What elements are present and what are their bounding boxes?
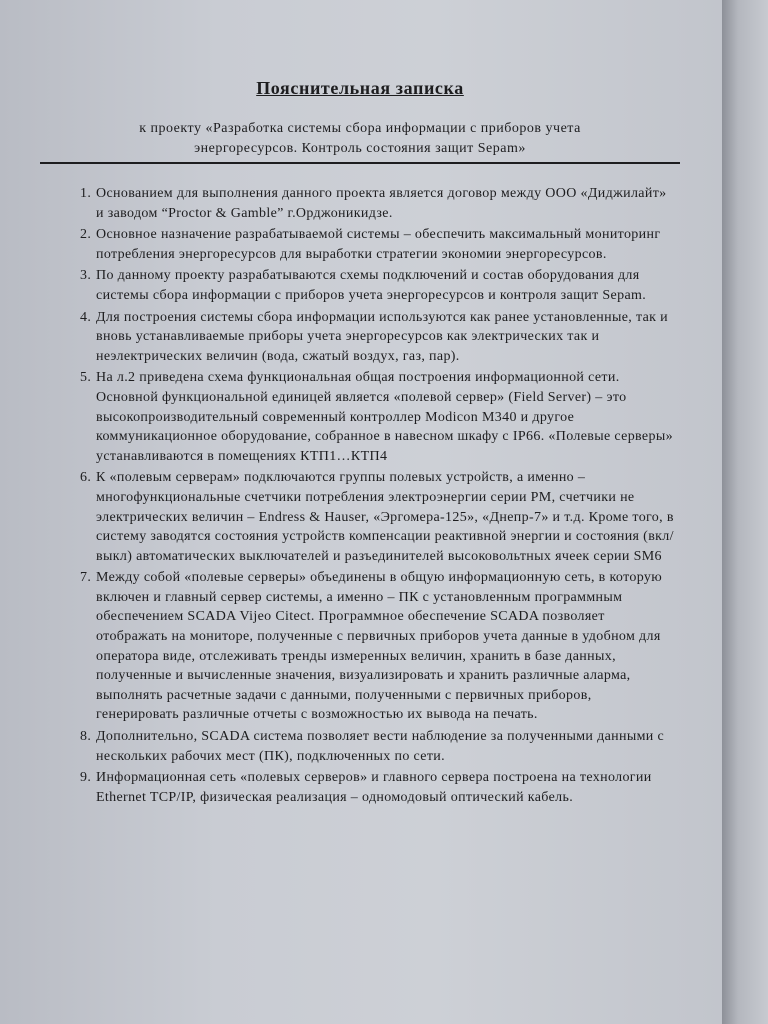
list-item-number: 3. <box>80 268 92 284</box>
list-item-text: Между собой «полевые серверы» объединены в общую информационную сеть, в которую включен и главный сервер системы, а именно – ПК с установленным программным обеспечением SCADA Vijeo Citect. Программное обеспечение SCADA позволяет отображать на мониторе, полученные с первичных приборов учета данные в удобном для оператора виде, отслеживать тренды измеренных величин, хранить в базе данных, полученные и вычисленные значения, визуализировать и хранить различные аларма, выполнять расчетные задачи с данными, полученными с первичных приборов, генерировать различные отчеты с возможностью их вывода на печать. <box>96 570 663 723</box>
list-item-number: 8. <box>80 729 92 745</box>
list-item-text: Основанием для выполнения данного проекта является договор между ООО «Диджилайт» и заводом “Proctor & Gamble” г.Орджоникидзе. <box>96 186 667 221</box>
list-item-number: 2. <box>80 227 92 243</box>
list-item-text: Для построения системы сбора информации используются как ранее установленные, так и вновь устанавливаемые приборы учета энергоресурсов как электрических так и неэлектрических величин (вода, сжатый воздух, газ, пар). <box>96 309 669 364</box>
list-item <box>40 568 680 725</box>
list-item-number: 5. <box>80 370 92 386</box>
list-item-number: 1. <box>80 186 92 201</box>
list-item-number: 4. <box>80 309 92 325</box>
document-body <box>40 78 680 809</box>
list-item-text: Информационная сеть «полевых серверов» и главного сервера построена на технологии Ethernet TCP/IP, физическая реализация – одномодовый оптический кабель. <box>96 770 652 805</box>
document-title: Пояснительная записка <box>256 78 464 98</box>
subtitle-line-1: к проекту «Разработка системы сбора информации с приборов учета <box>139 121 581 136</box>
list-item <box>40 768 680 807</box>
list-item-number: 9. <box>80 770 92 786</box>
list-item <box>40 308 680 367</box>
list-item <box>40 184 680 223</box>
list-item-text: Основное назначение разрабатываемой системы – обеспечить максимальный мониторинг потребления энергоресурсов для выработки стратегии экономии энергоресурсов. <box>96 227 661 262</box>
list-item-number: 7. <box>80 570 92 586</box>
list-item <box>40 468 680 566</box>
list-item-text: Дополнительно, SCADA система позволяет вести наблюдение за полученными данными с нескольких рабочих мест (ПК), подключенных по сети. <box>96 729 665 764</box>
list-item <box>40 225 680 264</box>
list-item <box>40 727 680 766</box>
list-item-text: На л.2 приведена схема функциональная общая построения информационной сети. Основной функциональной единицей является «полевой сервер» (Field Server) – это высокопроизводительный современный контроллер Modicon M340 и другое коммуникационное оборудование, собранное в навесном шкафу с IP66. «Полевые серверы» устанавливаются в помещениях КТП1…КТП4 <box>96 370 673 464</box>
document-subtitle <box>40 119 680 159</box>
subtitle-line-2: энергоресурсов. Контроль состояния защит Sepam» <box>194 141 526 156</box>
list-item <box>40 266 680 305</box>
numbered-list <box>40 184 680 807</box>
list-item-number: 6. <box>80 470 92 486</box>
divider-rule <box>40 162 680 164</box>
paper-edge <box>722 0 768 1024</box>
list-item-text: К «полевым серверам» подключаются группы полевых устройств, а именно – многофункциональные счетчики потребления электроэнергии серии PM, счетчики не электрических величин – Endress & Hauser, «Эргомера-125», «Днепр-7» и т.д. Кроме того, в систему заводятся состояния устройств компенсации реактивной энергии и состояния (вкл/выкл) автоматических выключателей и разъединителей высоковольтных ячеек серии SM6 <box>96 470 674 564</box>
list-item-text: По данному проекту разрабатываются схемы подключений и состав оборудования для системы сбора информации с приборов учета энергоресурсов и контроля защит Sepam. <box>96 268 647 303</box>
list-item <box>40 368 680 466</box>
